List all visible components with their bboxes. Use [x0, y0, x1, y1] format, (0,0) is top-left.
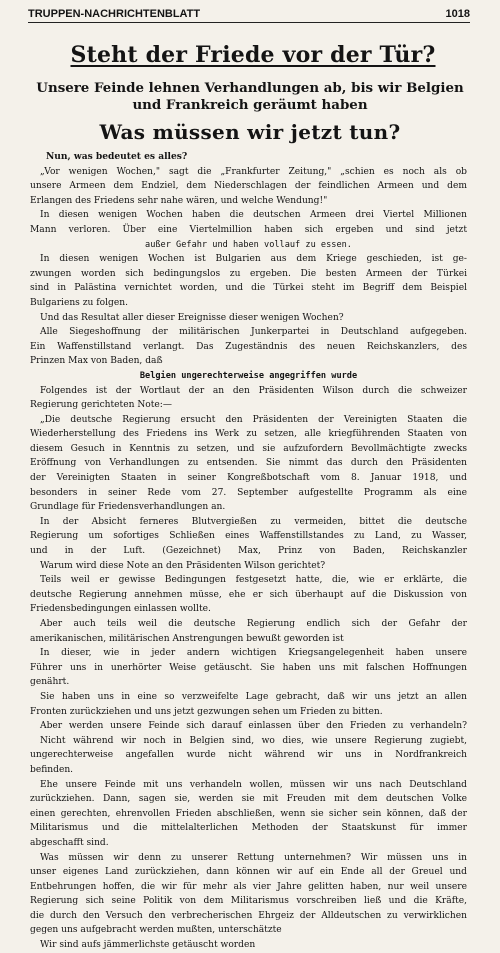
text-line: Militarismus und die mittelalterlichen Methoden der Staatskunst für immer: [30, 823, 467, 834]
text-line: unser eigenes Land zurückziehen, dann können wir auf ein Ende all der Greuel und: [30, 867, 467, 878]
text-line: einen gerechten, ehrenvollen Frieden abschließen, wenn sie sicher sein können, daß der: [30, 808, 467, 819]
text-line: Was müssen wir denn zu unserer Rettung unternehmen? Wir müssen uns in: [40, 852, 467, 863]
text-line: gegen uns aufgebracht werden mußten, unterschätzte: [30, 925, 282, 936]
text-line: Ehe unsere Feinde mit uns verhandeln wollen, müssen wir uns nach Deutschland: [40, 779, 467, 790]
text-line: Folgendes ist der Wortlaut der an den Präsidenten Wilson durch die schweizer: [40, 385, 467, 396]
text-line: Friedensbedingungen einlassen wollte.: [30, 604, 211, 615]
text-line: amerikanischen, militärischen Anstrengungen bewußt geworden ist: [30, 633, 344, 644]
text-line: Grundlage für Friedensverhandlungen an.: [30, 502, 226, 513]
text-line: Sie haben uns in eine so verzweifelte Lage gebracht, daß wir uns jetzt an allen: [40, 691, 467, 702]
text-line: Alle Siegeshoffnung der militärischen Junkerpartei in Deutschland aufgegeben.: [40, 327, 467, 338]
text-line: In diesen wenigen Wochen ist Bulgarien aus dem Kriege geschieden, ist ge-: [40, 254, 467, 265]
text-line: zurückziehen. Dann, sagen sie, werden sie mit Freuden mit dem deutschen Volke: [30, 794, 467, 805]
text-line: Mann verloren. Über eine Viertelmillion haben sich ergeben und sind jetzt: [30, 224, 467, 235]
text-line: Regierung gerichteten Note:—: [30, 400, 172, 411]
page-number: 1018: [445, 8, 470, 20]
page-header: [28, 8, 470, 22]
text-line: außer Gefahr und haben vollauf zu essen.: [145, 239, 352, 250]
article-body: [30, 150, 467, 953]
text-line: Entbehrungen hoffen, die wir für mehr als vier Jahre gelitten haben, nur weil unsere: [30, 881, 467, 892]
text-line: unsere Armeen dem Endziel, dem Niederschlagen der feindlichen Armeen und dem: [30, 181, 467, 192]
text-line: Erlangen des Friedens sehr nahe wären, und welche Wendung!": [30, 195, 328, 206]
text-line: befinden.: [30, 764, 74, 775]
text-line: und in der Luft. (Gezeichnet) Max, Prinz von Baden, Reichskanzler: [30, 546, 467, 557]
text-line: abgeschafft sind.: [30, 837, 109, 848]
subheadline: Unsere Feinde lehnen Verhandlungen ab, bis wir Belgien und Frankreich geräumt haben: [36, 80, 464, 113]
text-line: „Vor wenigen Wochen," sagt die „Frankfurter Zeitung," „schien es noch als ob: [40, 166, 467, 177]
text-line: Aber auch teils weil die deutsche Regierung endlich sich der Gefahr der: [40, 619, 467, 629]
text-line: Wiederherstellung des Friedens ins Werk zu setzen, alle kriegführenden Staaten von: [30, 429, 467, 440]
text-line: Teils weil er gewisse Bedingungen festgesetzt hatte, die, wie er erklärte, die: [40, 575, 467, 586]
text-line: Wir sind aufs jämmerlichste getäuscht worden: [40, 940, 256, 951]
text-line: In der Absicht ferneres Blutvergießen zu vermeiden, bittet die deutsche: [40, 516, 467, 527]
text-line: In diesen wenigen Wochen haben die deutschen Armeen drei Viertel Millionen: [40, 210, 467, 221]
header-rule: [28, 22, 470, 23]
section-question: Was müssen wir jetzt tun?: [99, 120, 401, 144]
headline: Steht der Friede vor der Tür?: [70, 42, 436, 68]
text-line: Führer uns in unerhörter Weise getäuscht. Sie haben uns mit falschen Hoffnungen: [30, 662, 467, 673]
text-line: In dieser, wie in jeder andern wichtigen Kriegsangelegenheit haben unsere: [40, 648, 467, 659]
publication-name: TRUPPEN-NACHRICHTENBLATT: [28, 8, 201, 20]
text-line: die durch den Versuch den verbrecherischen Ehrgeiz der Alldeutschen zu verwirklichen: [30, 910, 467, 921]
text-line: Bulgariens zu folgen.: [30, 297, 128, 308]
text-line: ungerechterweise angefallen wurde nicht während wir uns in Nordfrankreich: [30, 750, 467, 761]
text-line: Belgien ungerechterweise angegriffen wurde: [139, 370, 358, 381]
text-line: Warum wird diese Note an den Präsidenten Wilson gerichtet?: [40, 560, 326, 571]
text-line: deutsche Regierung annehmen müsse, ehe er sich überhaupt auf die Diskussion von: [30, 589, 467, 600]
text-line: diesem Gesuch in Kenntnis zu setzen, und sie aufzufordern Bevollmächtigte zwecks: [30, 443, 467, 454]
text-line: Regierung sich seine Politik von dem Militarismus vorschreiben ließ und die Kräfte,: [30, 896, 467, 907]
text-line: Nicht während wir noch in Belgien sind, wo dies, wie unsere Regierung zugiebt,: [40, 735, 467, 746]
text-line: sind in Palästina vernichtet worden, und die Türkei steht im Begriff dem Beispiel: [30, 283, 467, 294]
text-line: Aber werden unsere Feinde sich darauf einlassen über den Frieden zu verhandeln?: [40, 721, 467, 732]
text-line: Fronten zurückziehen und uns jetzt gezwungen sehen um Frieden zu bitten.: [30, 706, 383, 717]
text-line: Regierung um sofortiges Schließen eines Waffenstillstandes zu Land, zu Wasser,: [30, 531, 467, 542]
text-line: Nun, was bedeutet es alles?: [46, 151, 188, 162]
text-line: Und das Resultat aller dieser Ereignisse dieser wenigen Wochen?: [40, 312, 344, 323]
text-line: Prinzen Max von Baden, daß: [30, 356, 163, 367]
text-line: zwungen worden sich bedingungslos zu ergeben. Die besten Armeen der Türkei: [30, 268, 467, 279]
text-line: genährt.: [30, 677, 70, 688]
text-line: Ein Waffenstillstand verlangt. Das Zugeständnis des neuen Reichskanzlers, des: [30, 341, 467, 352]
text-line: besonders in seiner Rede vom 27. September aufgestellte Programm als eine: [30, 487, 467, 498]
text-line: „Die deutsche Regierung ersucht den Präsidenten der Vereinigten Staaten die: [40, 414, 467, 425]
text-line: der Vereinigten Staaten in seiner Kongreßbotschaft vom 8. Januar 1918, und: [30, 473, 467, 484]
text-line: Eröffnung von Verhandlungen zu entsenden. Sie nimmt das durch den Präsidenten: [30, 458, 467, 469]
